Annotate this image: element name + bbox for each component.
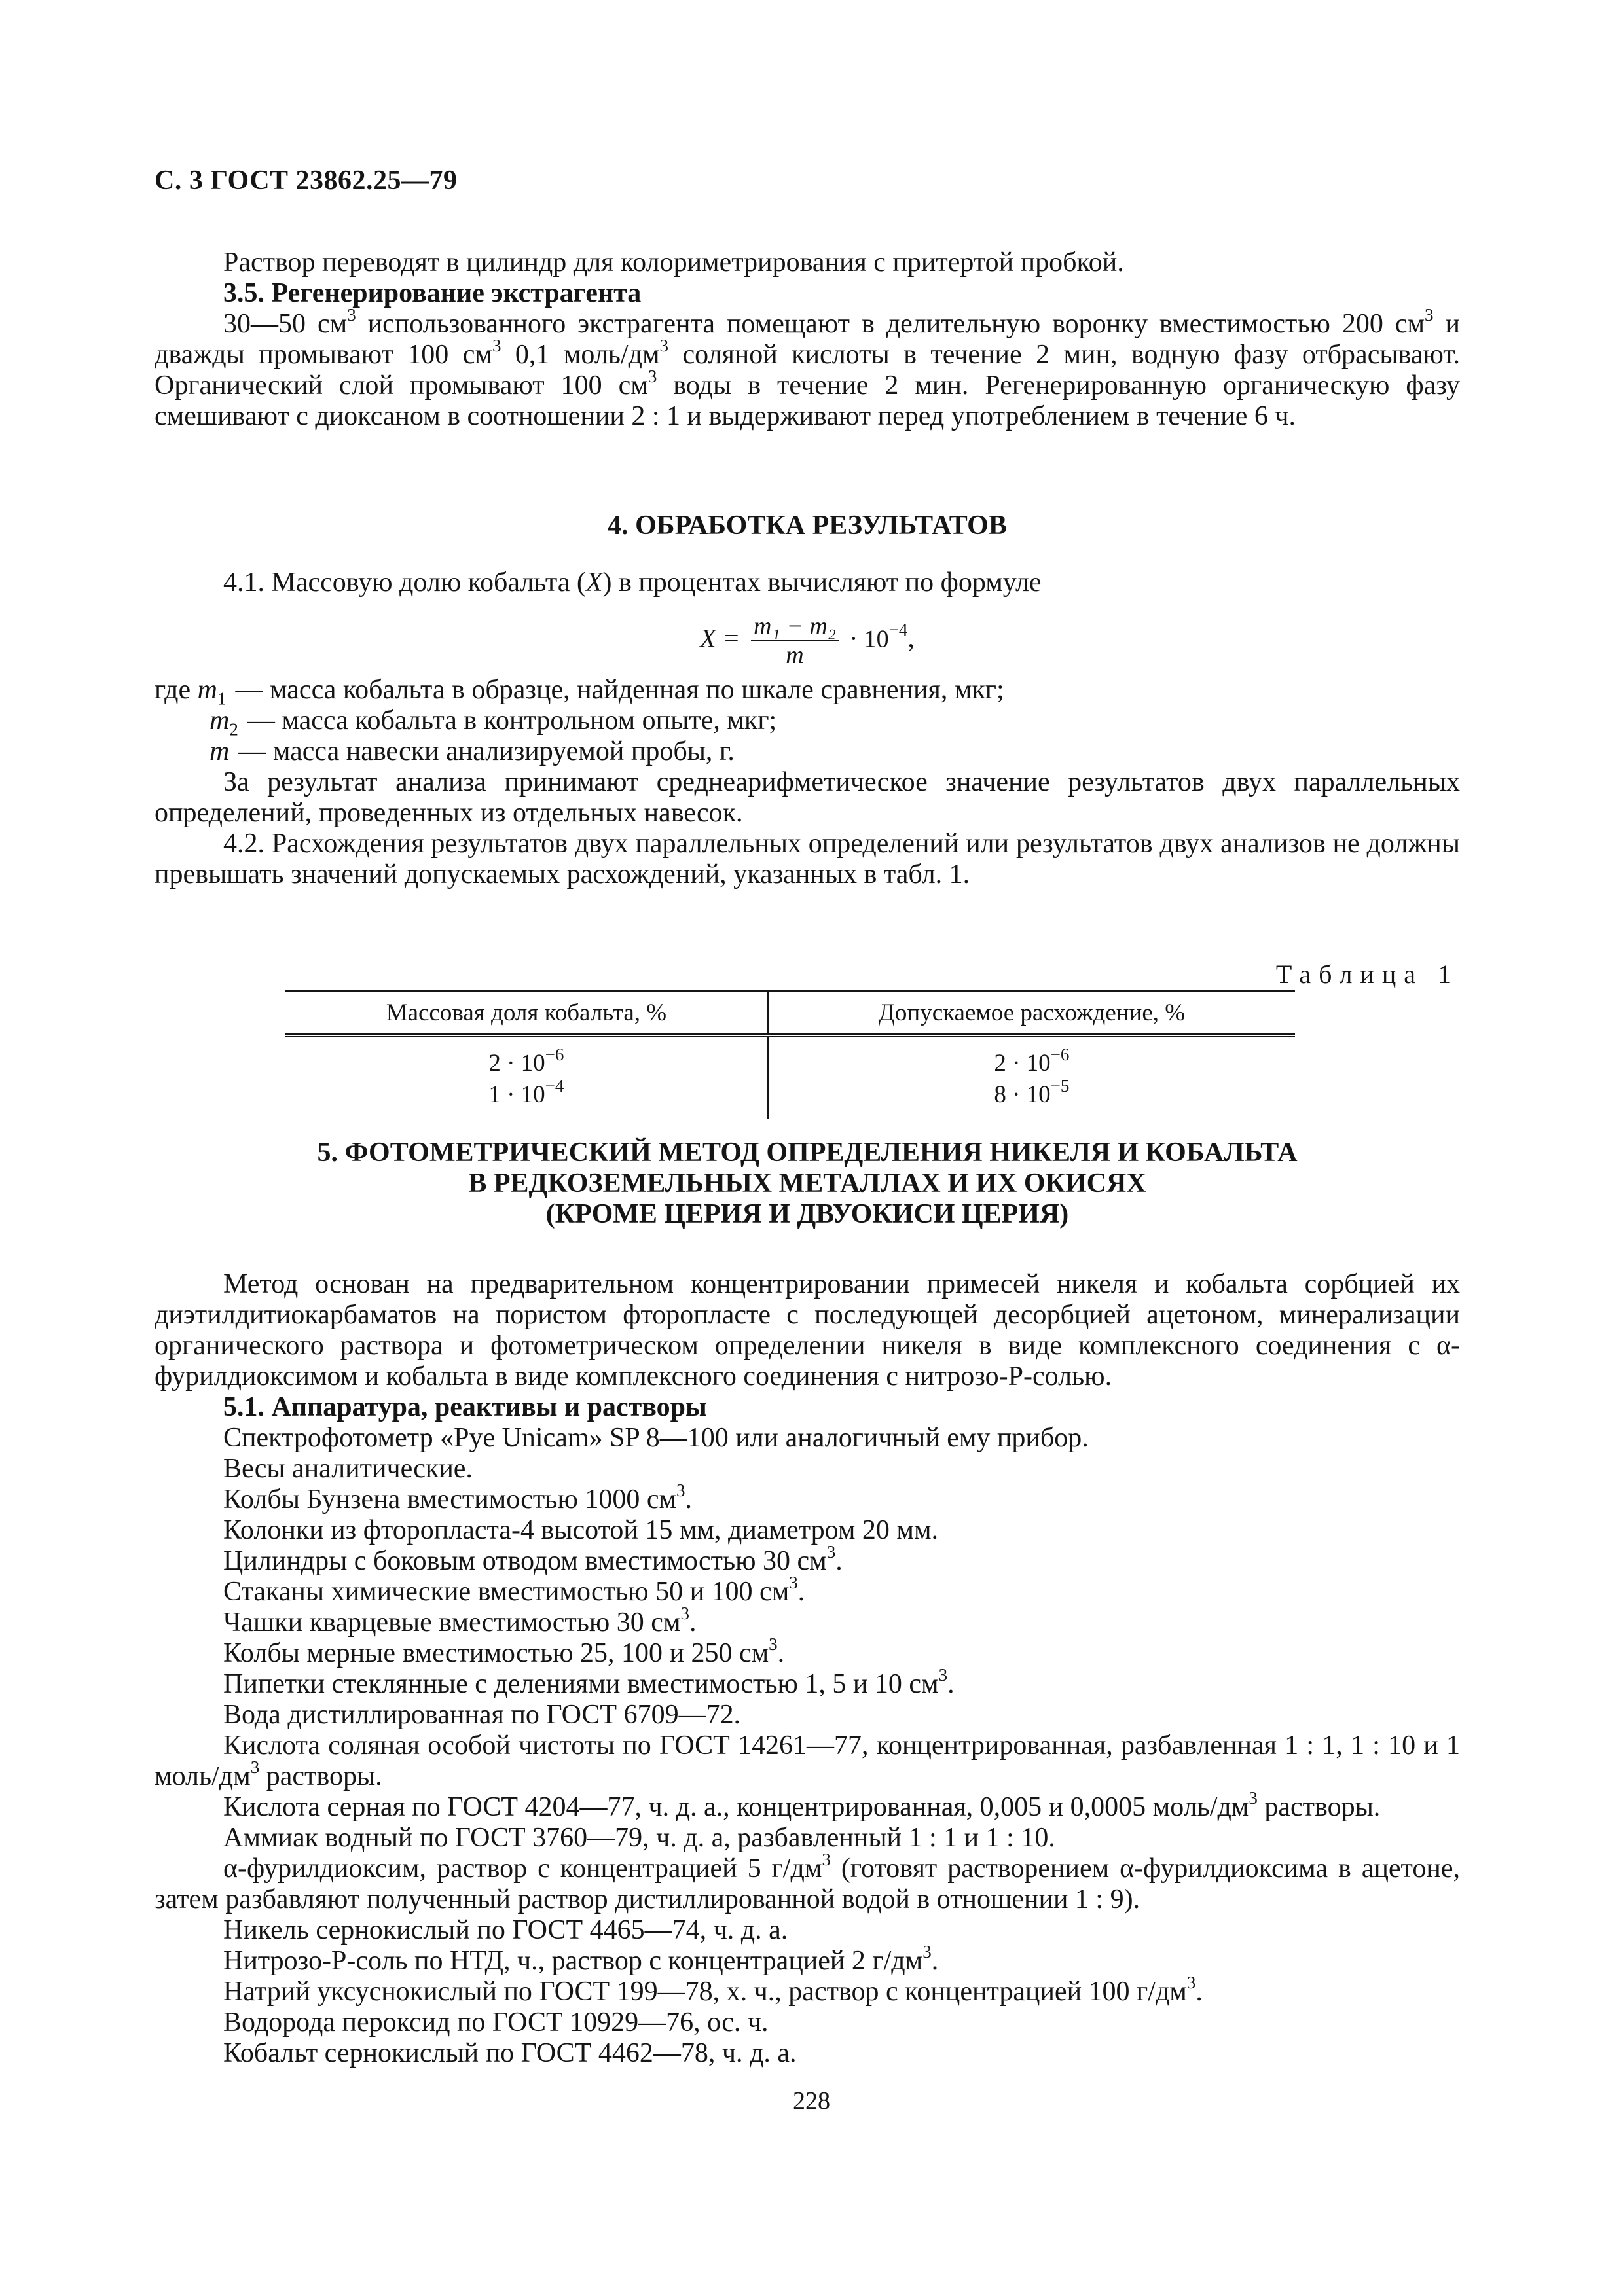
table-cell-cobalt-fraction: $2 \cdot 10^{-6}$ (285, 1035, 768, 1081)
list-item: Вода дистиллированная по ГОСТ 6709—72. (223, 1700, 741, 1730)
definition-row: m — масса навески анализируемой пробы, г. (210, 736, 735, 766)
page-number: 228 (793, 2087, 830, 2115)
section-5-title-line-3: (КРОМЕ ЦЕРИЯ И ДВУОКИСИ ЦЕРИЯ) (545, 1199, 1069, 1229)
formula-fraction: $\frac{\text{m₁ − m₂}}{m}$ (751, 613, 839, 669)
table-cell-allowed-deviation: $2 \cdot 10^{-6}$ (994, 1044, 1070, 1077)
table-1-block (155, 959, 1460, 1119)
section-5-title-line-1: 5. ФОТОМЕТРИЧЕСКИЙ МЕТОД ОПРЕДЕЛЕНИЯ НИКЕЛЯ И КОБАЛЬТА (317, 1138, 1298, 1168)
subsection-heading-5-1: 5.1. Аппаратура, реактивы и растворы (223, 1392, 707, 1422)
paragraph-method: Метод основан на предварительном концентрировании примесей никеля и кобальта сорбцией их диэтилдитиокарбаматов на пористом фторопласте с последующей десорбцией ацетоном, минерализации органического раствора и фотометрическом определении никеля в виде комплексного соединения с α-фурилдиоксимом и кобальта в виде комплексного соединения с нитрозо-Р-солью. (155, 1269, 1460, 1391)
list-item: α-фурилдиоксим, раствор с концентрацией 5 $г/дм^3$ (готовят растворением α-фурилдиоксима в ацетоне, затем разбавляют полученный раствор дистиллированной водой в отношении 1 : 9). (155, 1850, 1460, 1914)
formula-definitions (155, 675, 1460, 767)
definition-row: где $m_1$ — масса кобальта в образце, найденная по шкале сравнения, мкг; (155, 675, 1004, 709)
paragraph-transfer: Раствор переводят в цилиндр для колориметрирования с притертой пробкой. (223, 247, 1124, 278)
table-1 (285, 990, 1295, 1119)
table-header-cobalt-fraction: Массовая доля кобальта, % (285, 991, 768, 1036)
table-row (285, 1035, 1295, 1081)
list-item: Кислота соляная особой чистоты по ГОСТ 14261—77, концентрированная, разбавленная 1 : 1, 1 : 10 и 1 моль/$дм^3$ растворы. (155, 1731, 1460, 1791)
list-item: Натрий уксуснокислый по ГОСТ 199—78, х. ч., раствор с концентрацией 100 $г/дм^3$. (223, 1973, 1203, 2007)
running-head: С. 3 ГОСТ 23862.25—79 (155, 166, 458, 196)
paragraph-4-2: 4.2. Расхождения результатов двух параллельных определений или результатов двух анализов не должны превышать значений допускаемых расхождений, указанных в табл. 1. (155, 829, 1460, 889)
list-item: Аммиак водный по ГОСТ 3760—79, ч. д. а, разбавленный 1 : 1 и 1 : 10. (223, 1823, 1055, 1853)
section-3-continuation (155, 247, 1460, 432)
list-item: Чашки кварцевые вместимостью 30 $см^3$. (223, 1604, 697, 1638)
section-4 (155, 511, 1460, 890)
section-5-title-line-2: В РЕДКОЗЕМЕЛЬНЫХ МЕТАЛЛАХ И ИХ ОКИСЯХ (468, 1168, 1146, 1198)
list-item: Кислота серная по ГОСТ 4204—77, ч. д. а., концентрированная, 0,005 и 0,0005 моль/$дм^3$ растворы. (223, 1788, 1381, 1822)
list-item: Кобальт сернокислый по ГОСТ 4462—78, ч. д. а. (223, 2038, 797, 2068)
list-item: Водорода пероксид по ГОСТ 10929—76, ос. ч. (223, 2007, 769, 2037)
formula-cobalt-fraction: X = $\frac{\text{m₁ − m₂}}{m}$ · $10^{-4}$, (700, 613, 915, 669)
list-item: Весы аналитические. (223, 1454, 473, 1484)
definition-row: $m_2$ — масса кобальта в контрольном опыте, мкг; (210, 706, 777, 740)
paragraph-result: За результат анализа принимают среднеарифметическое значение результатов двух параллельных определений, проведенных из отдельных навесок. (155, 767, 1460, 828)
list-item: Колбы Бунзена вместимостью 1000 $см^3$. (223, 1480, 693, 1515)
list-item: Колонки из фторопласта-4 высотой 15 мм, диаметром 20 мм. (223, 1515, 939, 1545)
table-caption: Таблица 1 (1275, 960, 1459, 989)
list-item: Нитрозо-Р-соль по НТД, ч., раствор с концентрацией 2 $г/дм^3$. (223, 1942, 939, 1976)
subsection-heading-3-5: 3.5. Регенерирование экстрагента (223, 278, 642, 308)
list-item: Стаканы химические вместимостью 50 и 100 $см^3$. (223, 1573, 805, 1607)
list-item: Пипетки стеклянные с делениями вместимостью 1, 5 и 10 $см^3$. (223, 1665, 955, 1699)
table-header-allowed-deviation: Допускаемое расхождение, % (768, 991, 1295, 1036)
list-item: Никель сернокислый по ГОСТ 4465—74, ч. д. а. (223, 1915, 788, 1945)
equipment-list (155, 1423, 1460, 2069)
paragraph-3-5: 30—50 $см^3$ использованного экстрагента помещают в делительную воронку вместимостью 200 $см^3$ и дважды промывают 100 $см^3$ 0,1 моль/$дм^3$ соляной кислоты в течение 2 мин, водную фазу отбрасывают. Органический слой промывают 100 $см^3$ воды в течение 2 мин. Регенерированную органическую фазу смешивают с диоксаном в соотношении 2 : 1 и выдерживают перед употреблением в течение 6 ч. (155, 305, 1460, 431)
list-item: Спектрофотометр «Pye Unicam» SP 8—100 или аналогичный ему прибор. (223, 1423, 1089, 1453)
table-cell-allowed-deviation: $8 \cdot 10^{-5}$ (994, 1075, 1070, 1108)
paragraph-4-1: 4.1. Массовую долю кобальта (X) в процентах вычисляют по формуле (223, 567, 1042, 598)
table-row (285, 1081, 1295, 1119)
list-item: Цилиндры с боковым отводом вместимостью 30 $см^3$. (223, 1542, 843, 1576)
list-item: Колбы мерные вместимостью 25, 100 и 250 $см^3$. (223, 1634, 785, 1668)
section-4-title: 4. ОБРАБОТКА РЕЗУЛЬТАТОВ (608, 511, 1007, 541)
section-5 (155, 1138, 1460, 2069)
table-cell-cobalt-fraction: $1 \cdot 10^{-4}$ (285, 1081, 768, 1119)
